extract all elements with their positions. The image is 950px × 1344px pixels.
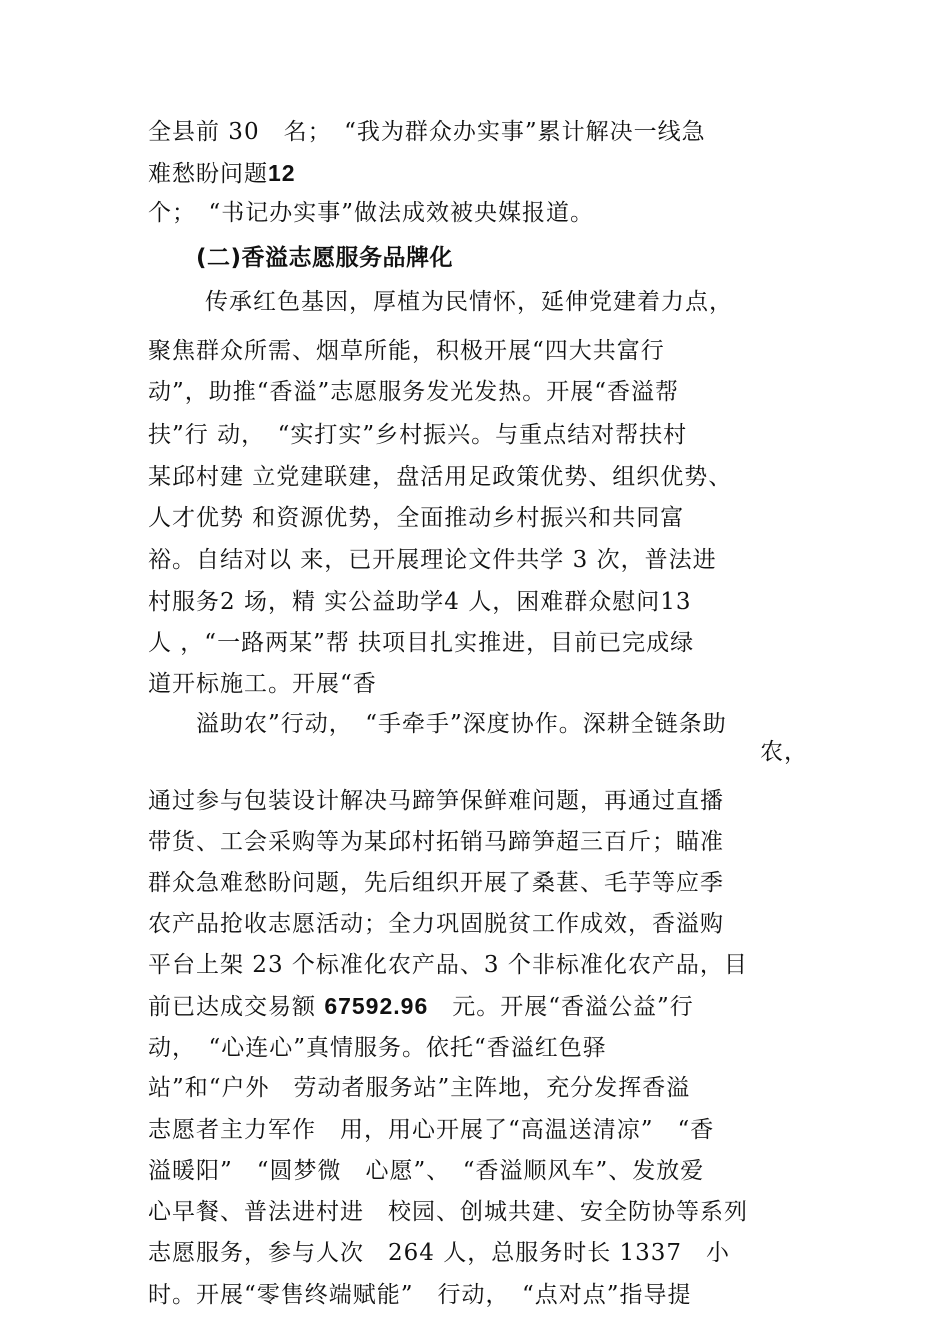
text-line-1: 全县前 30 名； “我为群众办实事”累计解决一线急 — [148, 119, 706, 145]
text-segment: 前已达成交易额 — [148, 994, 316, 1020]
text-line-5: 聚焦群众所需、烟草所能，积极开展“四大共富行 — [148, 338, 665, 364]
text-line-26: 心早餐、普法进村进 校园、创城共建、安全防协等系列 — [148, 1199, 748, 1225]
text-line-4: 传承红色基因，厚植为民情怀，延伸党建着力点， — [205, 289, 733, 315]
text-line-10: 裕。自结对以 来，已开展理论文件共学 3 次，普法进 — [148, 547, 717, 573]
text-line-6: 动”，助推“香溢”志愿服务发光发热。开展“香溢帮 — [148, 379, 680, 405]
text-line-16: 通过参与包装设计解决马蹄笋保鲜难问题，再通过直播 — [148, 788, 724, 814]
text-line-15: 农， — [760, 739, 808, 765]
text-line-20: 平台上架 23 个标准化农产品、3 个非标准化农产品，目 — [148, 952, 748, 978]
text-segment: 元。开展“香溢公益”行 — [428, 994, 694, 1020]
text-line-13: 道开标施工。开展“香 — [148, 671, 377, 697]
text-line-23: 站”和“户外 劳动者服务站”主阵地，充分发挥香溢 — [148, 1075, 691, 1101]
text-line-8: 某邱村建 立党建联建，盘活用足政策优势、组织优势、 — [148, 464, 733, 490]
text-line-24: 志愿者主力军作 用，用心开展了“高温送清凉” “香 — [148, 1117, 715, 1143]
text-line-11: 村服务2 场，精 实公益助学4 人，困难群众慰问13 — [148, 589, 692, 615]
text-line-7: 扶”行 动， “实打实”乡村振兴。与重点结对帮扶村 — [148, 422, 688, 448]
section-heading: (二)香溢志愿服务品牌化 — [196, 245, 454, 271]
transaction-amount: 67592.96 — [324, 993, 429, 1019]
text-line-28: 时。开展“零售终端赋能” 行动， “点对点”指导提 — [148, 1282, 692, 1308]
text-line-2 — [148, 158, 296, 189]
text-line-17: 带货、工会采购等为某邱村拓销马蹄笋超三百斤；瞄准 — [148, 829, 724, 855]
text-line-3: 个； “书记办实事”做法成效被央媒报道。 — [148, 200, 595, 226]
text-line-21 — [148, 991, 694, 1022]
text-line-18: 群众急难愁盼问题，先后组织开展了桑葚、毛芋等应季 — [148, 870, 724, 896]
text-line-9: 人才优势 和资源优势，全面推动乡村振兴和共同富 — [148, 505, 685, 531]
text-line-22: 动， “心连心”真情服务。依托“香溢红色驿 — [148, 1035, 607, 1061]
text-line-12: 人 ，“一路两某”帮 扶项目扎实推进，目前已完成绿 — [148, 630, 695, 656]
text-line-19: 农产品抢收志愿活动；全力巩固脱贫工作成效，香溢购 — [148, 911, 724, 937]
text-segment: 难愁盼问题 — [148, 161, 268, 187]
count-value: 12 — [268, 160, 296, 186]
text-line-14: 溢助农”行动， “手牵手”深度协作。深耕全链条助 — [196, 711, 727, 737]
text-line-27: 志愿服务，参与人次 264 人，总服务时长 1337 小 — [148, 1240, 731, 1266]
text-line-25: 溢暖阳” “圆梦微 心愿”、 “香溢顺风车”、发放爱 — [148, 1158, 705, 1184]
